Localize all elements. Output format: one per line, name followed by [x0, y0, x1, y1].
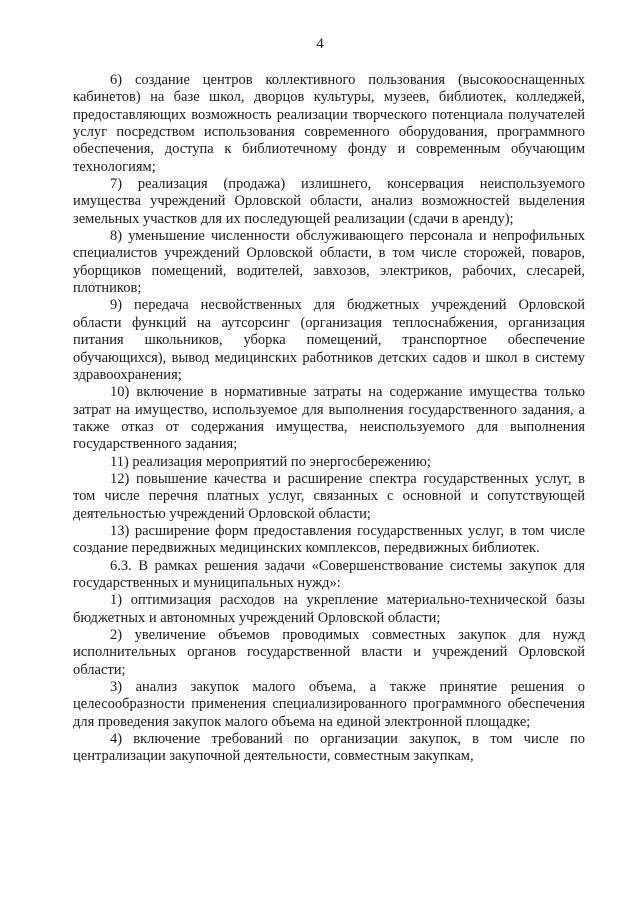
paragraph-item-9: 9) передача несвойственных для бюджетных учреждений Орловской области функций на аутсорсинг (организация теплоснабжения, организация питания школьников, уборка помещений, транспортное обеспечение обучающихся), вывод медицинских работников детских садов и школ в систему здравоохранения; [73, 297, 585, 383]
page-number: 4 [316, 36, 324, 52]
document-body [73, 72, 585, 766]
paragraph-item-1: 1) оптимизация расходов на укрепление материально-технической базы бюджетных и автономных учреждений Орловской области; [73, 592, 585, 626]
paragraph-item-12: 12) повышение качества и расширение спектра государственных услуг, в том числе перечня платных услуг, связанных с основной и сопутствующей деятельностью учреждений Орловской области; [73, 470, 585, 522]
section-heading-6-3: 6.3. В рамках решения задачи «Совершенствование системы закупок для государственных и муниципальных нужд»: [73, 557, 585, 591]
paragraph-item-2: 2) увеличение объемов проводимых совместных закупок для нужд исполнительных органов государственной власти и учреждений Орловской области; [73, 627, 585, 678]
paragraph-item-4: 4) включение требований по организации закупок, в том числе по централизации закупочной деятельности, совместным закупкам, [73, 731, 585, 765]
paragraph-item-6: 6) создание центров коллективного пользования (высокооснащенных кабинетов) на базе школ, дворцов культуры, музеев, библиотек, колледжей, предоставляющих возможность реализации творческого потенциала получателей услуг посредством использования современного оборудования, программного обеспечения, доступа к библиотечному фонду и современным обучающим технологиям; [73, 72, 585, 175]
paragraph-item-11: 11) реализация мероприятий по энергосбережению; [110, 453, 431, 470]
paragraph-item-13: 13) расширение форм предоставления государственных услуг, в том числе создание передвижных медицинских комплексов, передвижных библиотек. [73, 522, 585, 557]
paragraph-item-8: 8) уменьшение численности обслуживающего персонала и непрофильных специалистов учреждений Орловской области, в том числе сторожей, поваров, уборщиков помещений, водителей, завхозов, электриков, рабочих, слесарей, плотников; [73, 228, 585, 297]
paragraph-item-7: 7) реализация (продажа) излишнего, консервация неиспользуемого имущества учреждений Орловской области, анализ возможностей выделения земельных участков для их последующей реализации (сдачи в аренду); [73, 176, 585, 227]
paragraph-item-3: 3) анализ закупок малого объема, а также принятие решения о целесообразности применения специализированного программного обеспечения для проведения закупок малого объема на единой электронной площадке; [73, 679, 585, 730]
paragraph-item-10: 10) включение в нормативные затраты на содержание имущества только затрат на имущество, используемое для выполнения государственного задания, а также отказ от содержания имущества, неиспользуемого для выполнения государственного задания; [73, 384, 585, 453]
